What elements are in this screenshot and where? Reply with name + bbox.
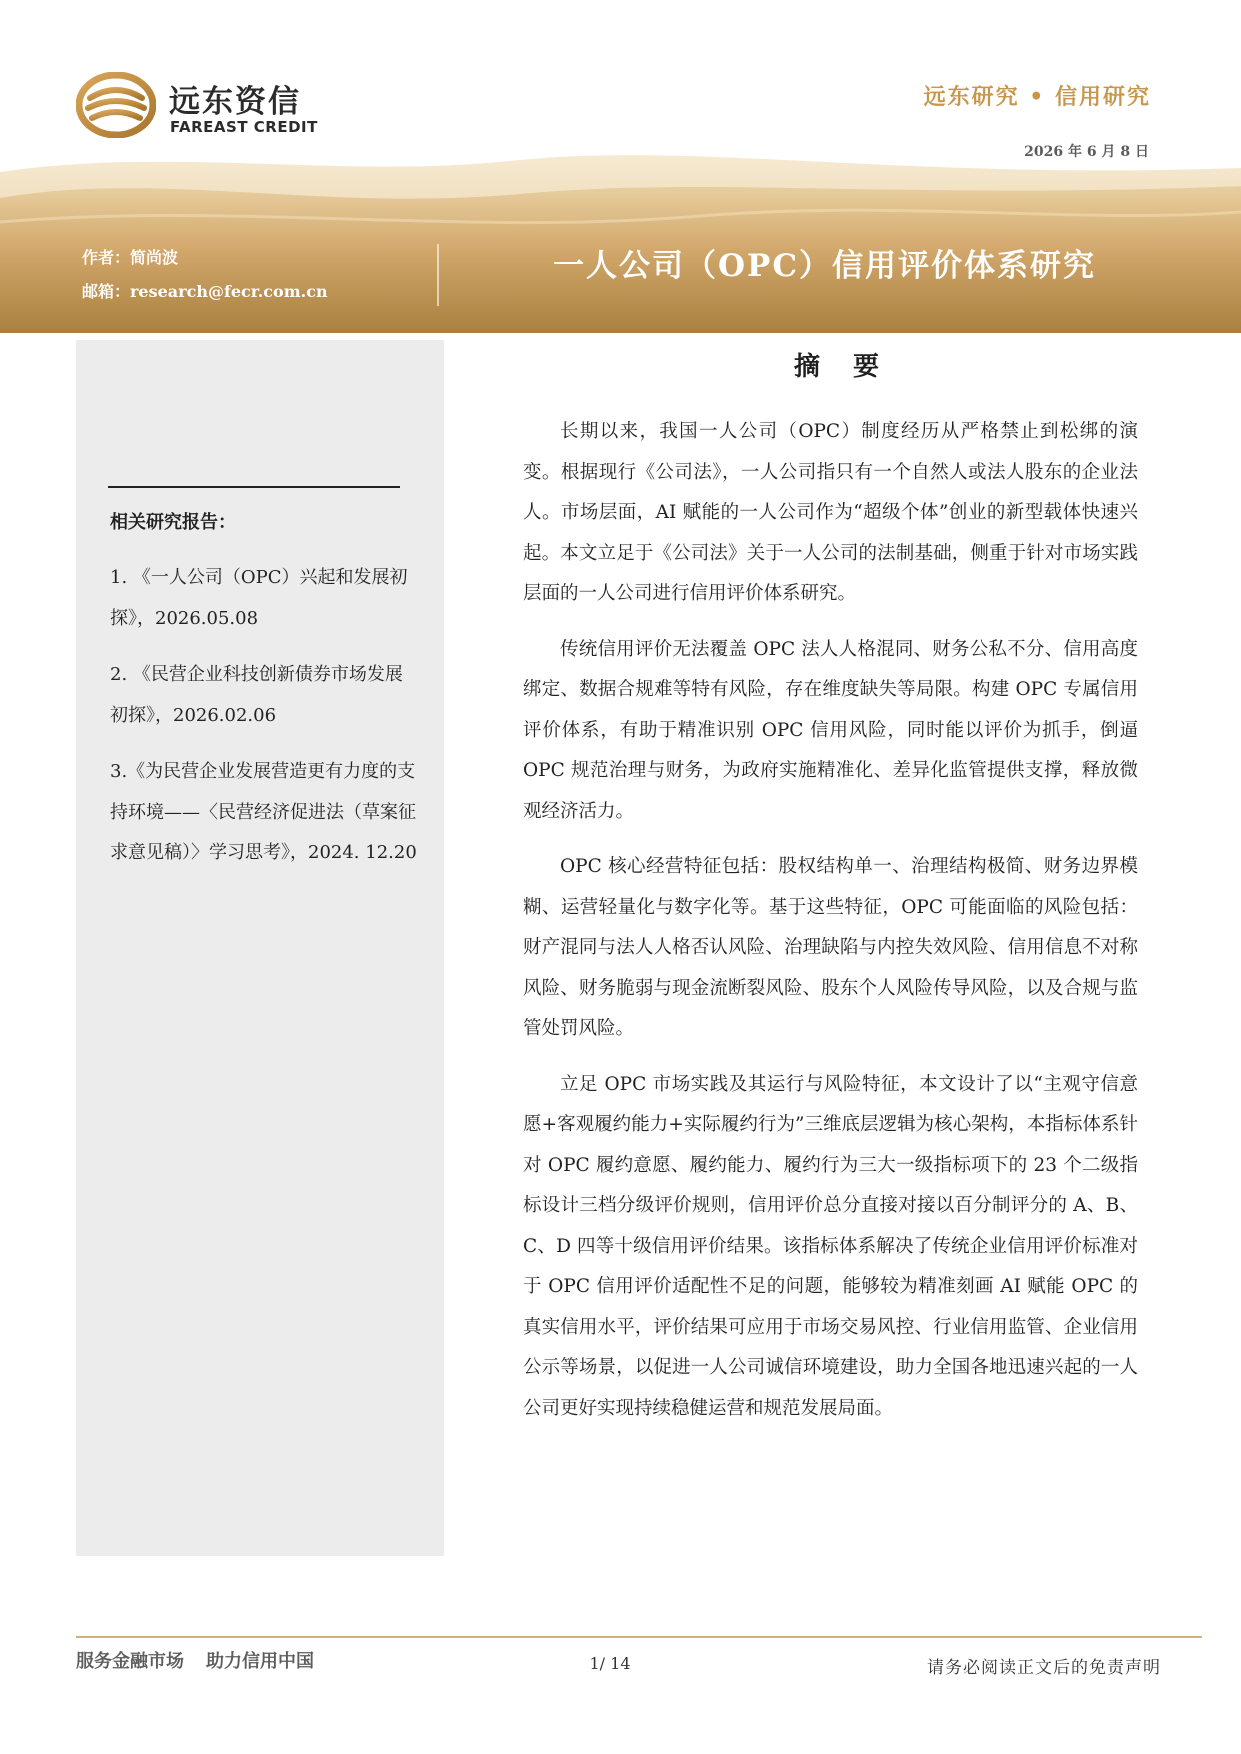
sidebar bbox=[76, 340, 444, 1556]
disclaimer-notice[interactable]: 请务必阅读正文后的免责声明 bbox=[927, 1658, 1161, 1678]
company-logo bbox=[76, 72, 416, 144]
footer-slogan-part: 助力信用中国 bbox=[206, 1651, 314, 1672]
related-reports-list bbox=[110, 558, 420, 890]
report-date: 2026 年 6 月 8 日 bbox=[1024, 144, 1149, 160]
author-name: 作者：简尚波 bbox=[82, 248, 179, 267]
related-report-item[interactable]: 1. 《一人公司（OPC）兴起和发展初探》，2026.05.08 bbox=[110, 567, 408, 629]
related-reports-heading: 相关研究报告： bbox=[110, 512, 236, 533]
report-series: 远东研究 • 信用研究 bbox=[923, 84, 1151, 110]
company-logo-icon bbox=[76, 72, 156, 138]
related-report-item[interactable]: 3.《为民营企业发展营造更有力度的支持环境——〈民营经济促进法（草案征求意见稿）〉学习思考》，2024. 12.20 bbox=[110, 761, 417, 863]
abstract-heading: 摘 要 bbox=[793, 352, 892, 382]
logo-chinese-name: 远东资信 bbox=[169, 84, 301, 120]
sidebar-rule bbox=[108, 486, 400, 488]
footer-rule bbox=[76, 1636, 1202, 1638]
abstract-paragraph: 长期以来，我国一人公司（OPC）制度经历从严格禁止到松绑的演变。根据现行《公司法》，一人公司指只有一个自然人或法人股东的企业法人。市场层面，AI 赋能的一人公司作为“超级个体”创业的新型载体快速兴起。本文立足于《公司法》关于一人公司的法制基础，侧重于针对市场实践层面的一人公司进行信用评价体系研究。 bbox=[523, 421, 1138, 604]
abstract-body bbox=[523, 412, 1138, 1444]
abstract-paragraph: 立足 OPC 市场实践及其运行与风险特征，本文设计了以“主观守信意愿+客观履约能力+实际履约行为”三维底层逻辑为核心架构，本指标体系针对 OPC 履约意愿、履约能力、履约行为三大一级指标项下的 23 个二级指标设计三档分级评价规则，信用评价总分直接对接以百分制评分的 A、B、C、D 四等十级信用评价结果。该指标体系解决了传统企业信用评价标准对于 OPC 信用评价适配性不足的问题，能够较为精准刻画 AI 赋能 OPC 的真实信用水平，评价结果可应用于市场交易风控、行业信用监管、企业信用公示等场景，以促进一人公司诚信环境建设，助力全国各地迅速兴起的一人公司更好实现持续稳健运营和规范发展局面。 bbox=[523, 1073, 1138, 1419]
report-title: 一人公司（OPC）信用评价体系研究 bbox=[553, 248, 1096, 284]
page-number: 1/ 14 bbox=[589, 1654, 631, 1673]
banner-divider bbox=[437, 244, 439, 306]
footer-slogan bbox=[76, 1647, 314, 1673]
related-report-item[interactable]: 2. 《民营企业科技创新债券市场发展初探》，2026.02.06 bbox=[110, 664, 403, 726]
abstract-paragraph: OPC 核心经营特征包括：股权结构单一、治理结构极简、财务边界模糊、运营轻量化与数字化等。基于这些特征，OPC 可能面临的风险包括：财产混同与法人人格否认风险、治理缺陷与内控失效风险、信用信息不对称风险、财务脆弱与现金流断裂风险、股东个人风险传导风险，以及合规与监管处罚风险。 bbox=[523, 856, 1138, 1039]
author-email[interactable]: 邮箱：research@fecr.com.cn bbox=[82, 282, 328, 301]
abstract-paragraph: 传统信用评价无法覆盖 OPC 法人人格混同、财务公私不分、信用高度绑定、数据合规难等特有风险，存在维度缺失等局限。构建 OPC 专属信用评价体系，有助于精准识别 OPC 信用风险，同时能以评价为抓手，倒逼 OPC 规范治理与财务，为政府实施精准化、差异化监管提供支撑，释放微观经济活力。 bbox=[523, 638, 1138, 822]
logo-english-name: FAREAST CREDIT bbox=[170, 118, 318, 136]
footer-slogan-part: 服务金融市场 bbox=[76, 1651, 184, 1672]
